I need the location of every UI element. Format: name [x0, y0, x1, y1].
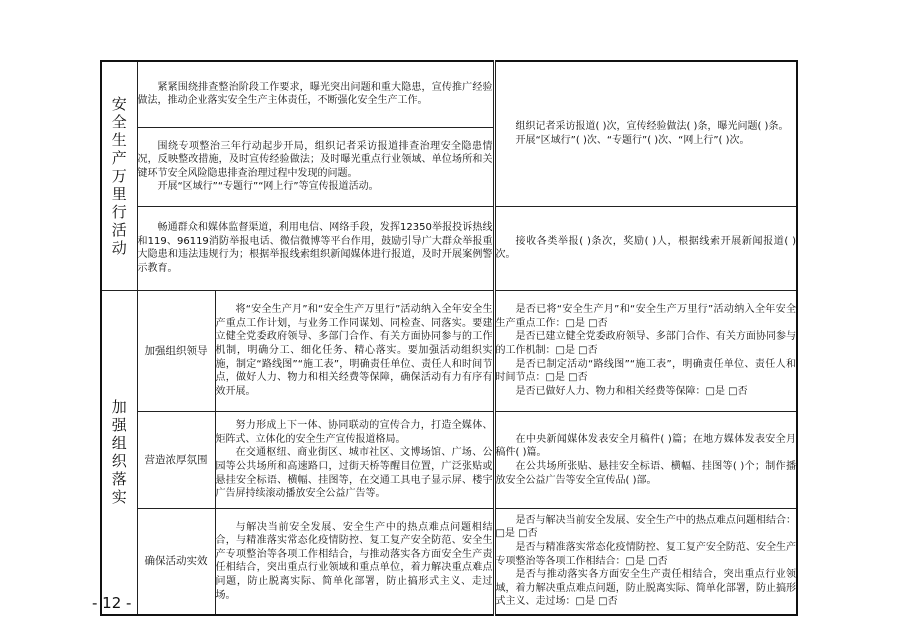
- leadership-check: 是否已将“安全生产月”和“安全生产万里行”活动纳入全年安全生产重点工作：□是 □否 是否已建立健全党委政府领导、多部门合作、有关方面协同参与的工作机制：□是 □否 是否已制定活动“路线图”“施工表”，明确责任单位、责任人和时间节点：□是 □否 是否已做好人力、物力和相关经费等保障：□是 □否: [494, 290, 797, 411]
- wanlixing-content-2: 围绕专项整治三年行动起步开局，组织记者采访报道排查治理安全隐患情况，反映整改措施，及时宣传经验做法；及时曝光重点行业领域、单位场所和关键环节安全风险隐患排查治理过程中发现的问题。 开展“区域行”“专题行”“网上行”等宣传报道活动。: [137, 127, 494, 206]
- subject-leadership: 加强组织领导: [137, 290, 215, 411]
- category-wanlixing: 安全生产万里行活动: [101, 61, 137, 290]
- effectiveness-content: 与解决当前安全发展、安全生产中的热点难点问题相结合，与精准落实常态化疫情防控、复工复产安全防范、安全生产专项整治等各项工作相结合，与推动落实各方面安全生产责任相结合，突出重点行业领域和重点单位，着力解决重点难点问题，防止脱离实际、简单化部署，防止搞形式主义、走过场。: [215, 508, 494, 615]
- atmosphere-check: 在中央新闻媒体发表安全月稿件( )篇；在地方媒体发表安全月稿件( )篇。 在公共场所张贴、悬挂安全标语、横幅、挂图等( )个；制作播放安全公益广告等安全宣传品( )部。: [494, 411, 797, 508]
- wanlixing-content-3: 畅通群众和媒体监督渠道，利用电信、网络手段，发挥12350举报投诉热线和119、96119消防举报电话、微信微博等平台作用，鼓励引导广大群众举报重大隐患和违法违规行为；根据举报线索组织新闻媒体进行报道，及时开展案例警示教育。: [137, 206, 494, 290]
- wanlixing-check-bottom: 接收各类举报( )条次，奖励( )人，根据线索开展新闻报道( )次。: [494, 206, 797, 290]
- atmosphere-content: 努力形成上下一体、协同联动的宣传合力，打造全媒体、矩阵式、立体化的安全生产宣传报道格局。 在交通枢纽、商业街区、城市社区、文博场馆、广场、公园等公共场所和高速路口，过街天桥等醒目位置，广泛张贴或悬挂安全标语、横幅、挂图等，在交通工具电子显示屏、楼宇广告屏持续滚动播放安全公益广告等。: [215, 411, 494, 508]
- category-organization: 加强组织落实: [101, 290, 137, 615]
- wanlixing-check-top: 组织记者采访报道( )次，宣传经验做法( )条，曝光问题( )条。 开展“区域行”( )次、“专题行”( )次、“网上行”( )次。: [494, 61, 797, 206]
- page-number: - 12 -: [92, 594, 132, 612]
- leadership-content: 将“安全生产月”和“安全生产万里行”活动纳入全年安全生产重点工作计划，与业务工作同谋划、同检查、同落实。要建立健全党委政府领导、多部门合作、有关方面协同参与的工作机制，明确分工、细化任务、精心落实。要加强活动组织实施，制定“路线图”“施工表”，明确责任单位、责任人和时间节点，做好人力、物力和相关经费等保障，确保活动有力有序有效开展。: [215, 290, 494, 411]
- effectiveness-check: 是否与解决当前安全发展、安全生产中的热点难点问题相结合：□是 □否 是否与精准落实常态化疫情防控、复工复产安全防范、安全生产专项整治等各项工作相结合：□是 □否 是否与推动落实各方面安全生产责任相结合，突出重点行业领域，着力解决重点难点问题，防止脱离实际、简单化部署，防止搞形式主义、走过场：□是 □否: [494, 508, 797, 615]
- inspection-table: [100, 60, 798, 616]
- subject-effectiveness: 确保活动实效: [137, 508, 215, 615]
- wanlixing-content-1: 紧紧围绕排查整治阶段工作要求，曝光突出问题和重大隐患，宣传推广经验做法，推动企业落实安全生产主体责任，不断强化安全生产工作。: [137, 61, 494, 127]
- subject-atmosphere: 营造浓厚氛围: [137, 411, 215, 508]
